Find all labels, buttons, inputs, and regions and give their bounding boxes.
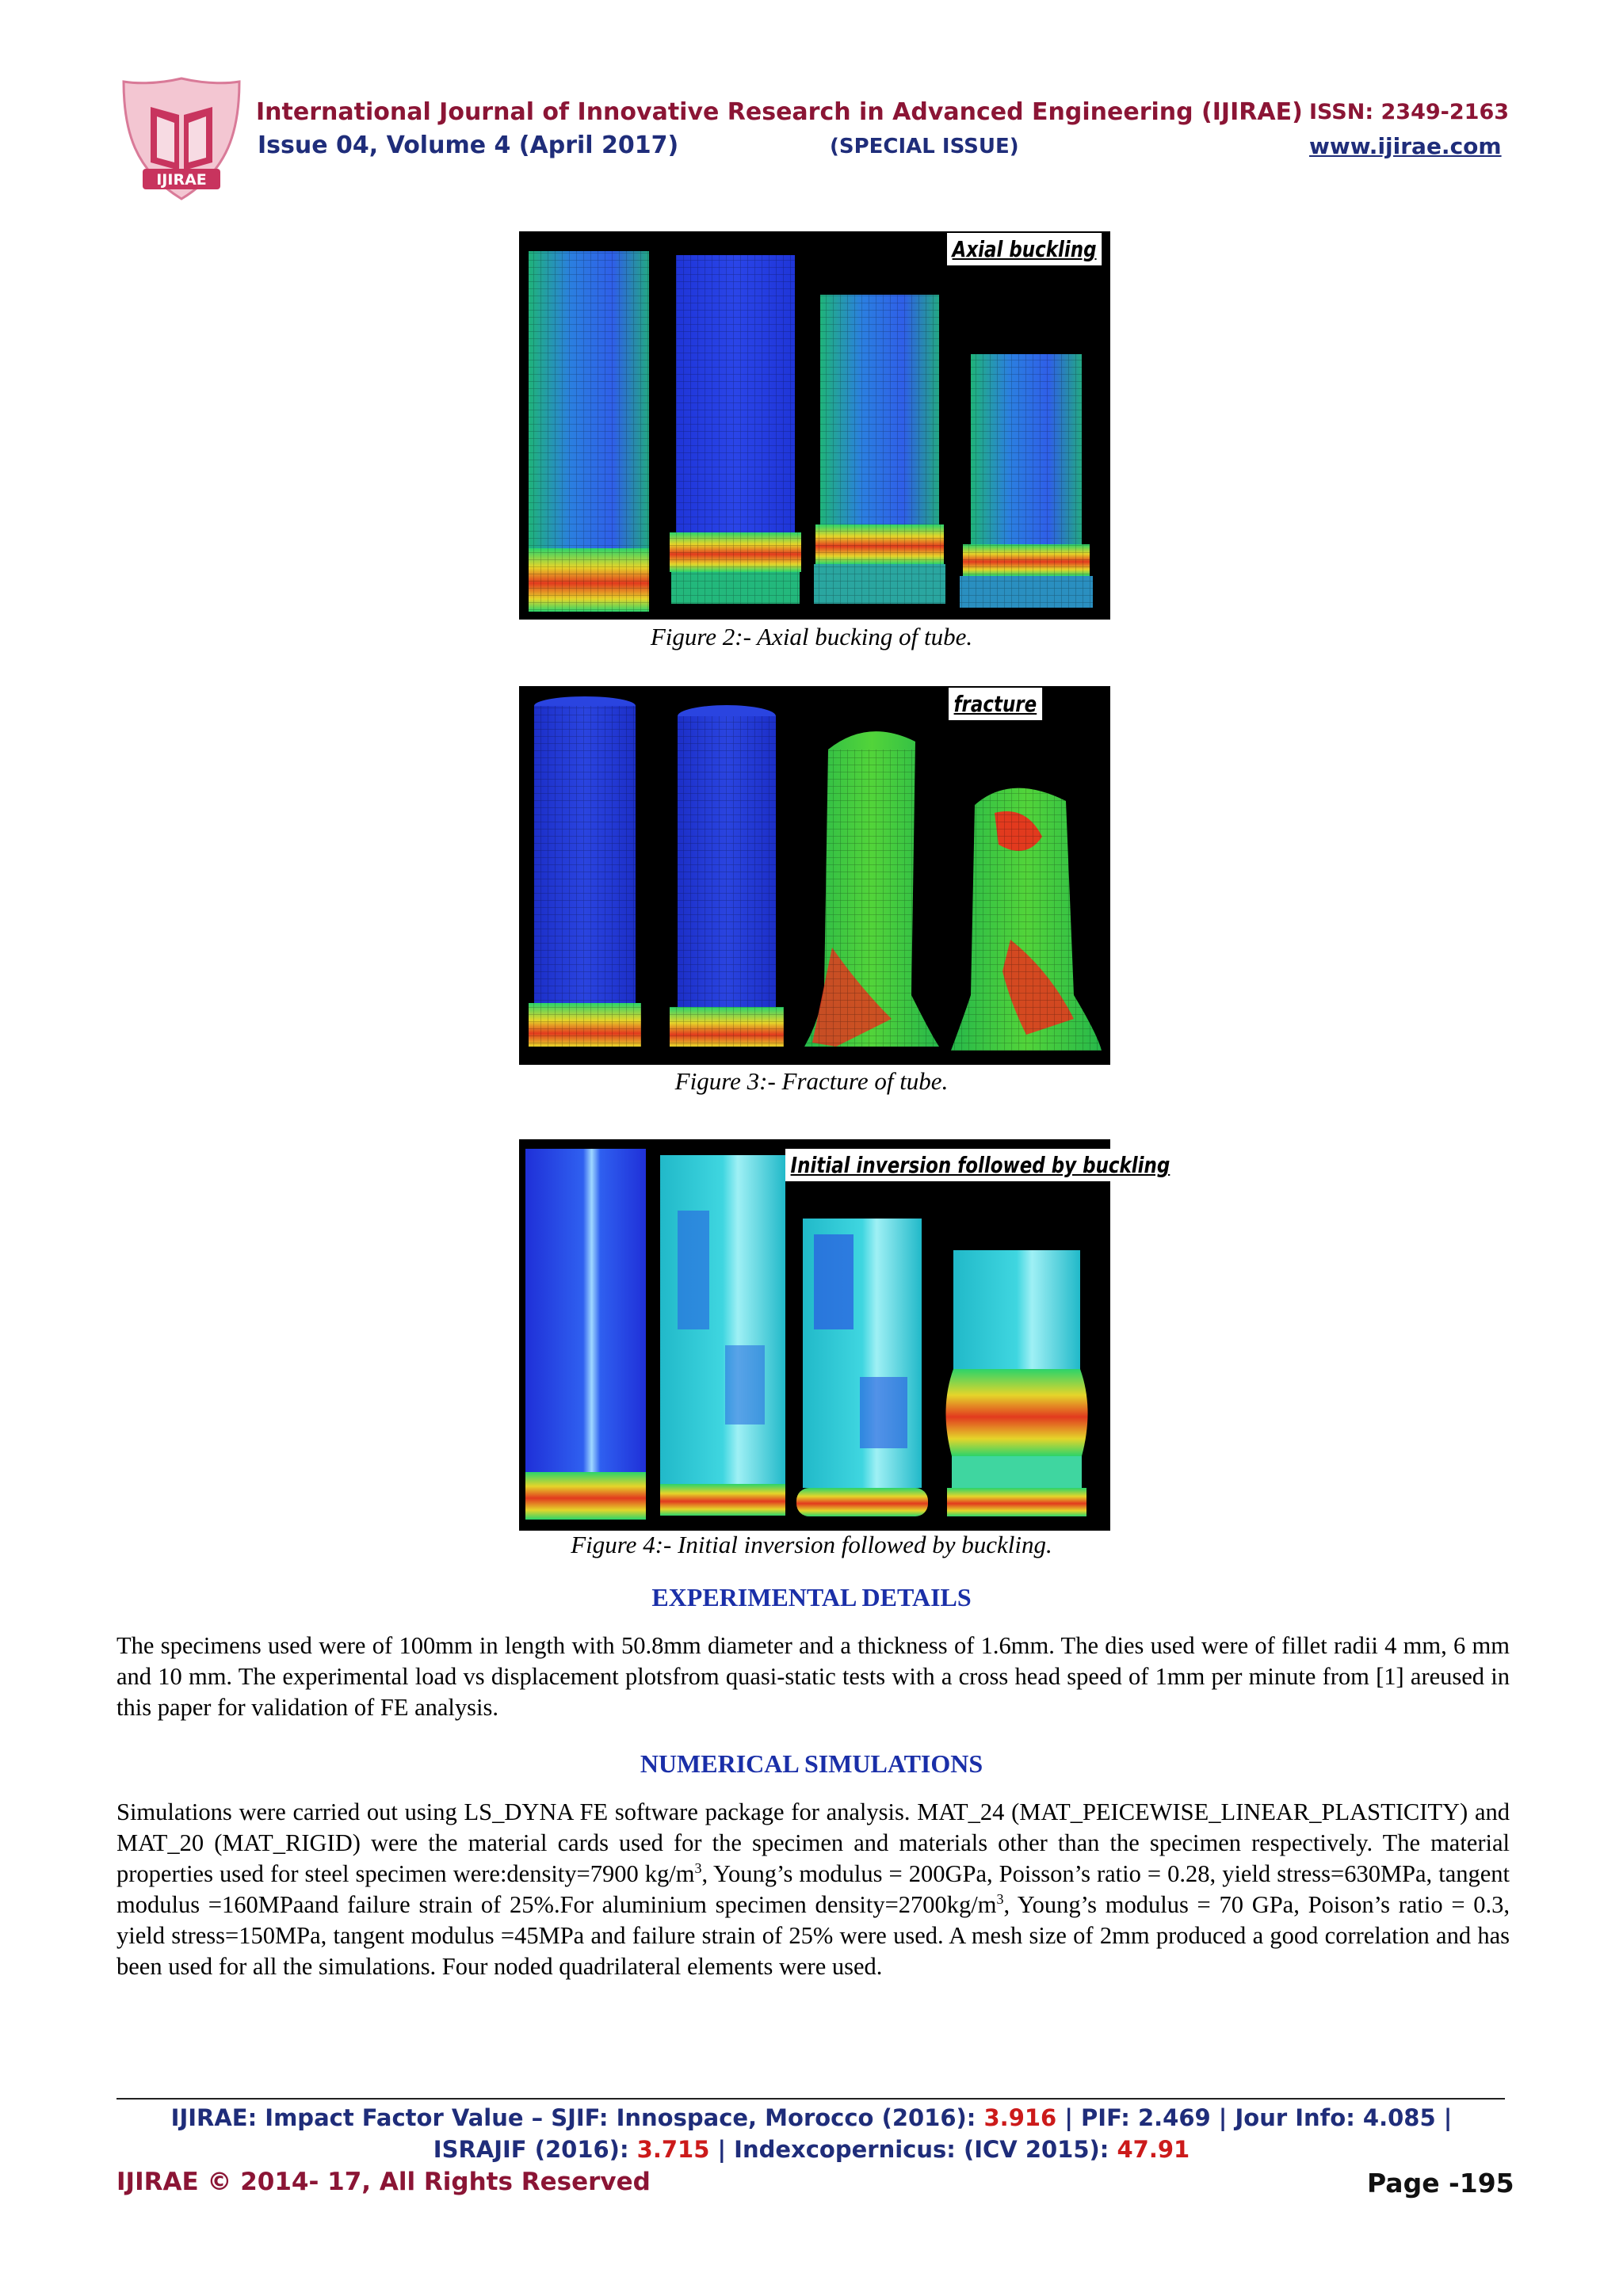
issn: ISSN: 2349-2163 <box>1309 100 1510 124</box>
footer-divider <box>116 2098 1505 2100</box>
footer-impact-line: IJIRAE: Impact Factor Value – SJIF: Innospace, Morocco (2016): 3.916 | PIF: 2.469 | Jour Info: 4.085 | <box>170 2104 1453 2131</box>
page-number: Page -195 <box>1367 2168 1514 2199</box>
logo-text: IJIRAE <box>156 171 207 189</box>
figure-fracture <box>519 686 1110 1065</box>
figure-caption: Figure 2:- Axial bucking of tube. <box>650 623 973 650</box>
numerical-paragraph: Simulations were carried out using LS_DYNA FE software package for analysis. MAT_24 (MAT_PEICEWISE_LINEAR_PLASTICITY) and MAT_20 (MAT_RIGID) were the material cards used for the specimen and materials other than the specimen respectively. The material properties used for steel specimen were:density=7900 $kg/m^3$, Young’s modulus = 200GPa, Poisson’s ratio = 0.28, yield stress=630MPa, tangent modulus =160MPaand failure strain of 25%.For aluminium specimen $density=2700kg/m^3$, Young’s modulus = 70 GPa, Poison’s ratio = 0.3, yield stress=150MPa, tangent modulus =45MPa and failure strain of 25% were used. A mesh size of 2mm produced a good correlation and has been used for all the simulations. Four noded quadrilateral elements were used. <box>116 1798 1510 1980</box>
figure-caption: Figure 4:- Initial inversion followed by buckling. <box>571 1531 1052 1558</box>
figure-label: Axial buckling <box>947 233 1102 265</box>
figure-caption: Figure 3:- Fracture of tube. <box>674 1067 949 1095</box>
figure-label: Initial inversion followed by buckling <box>785 1149 1175 1181</box>
experimental-paragraph: The specimens used were of 100mm in length with 50.8mm diameter and a thickness of 1.6mm. The dies used were of fillet radii 4 mm, 6 mm and 10 mm. The experimental load vs displacement plotsfrom quasi-static tests with a cross head speed of 1mm per minute from [1] areused in this paper for validation of FE analysis. <box>116 1632 1510 1721</box>
journal-logo <box>119 75 244 202</box>
section-heading-numerical: NUMERICAL SIMULATIONS <box>640 1749 983 1778</box>
section-heading-experimental: EXPERIMENTAL DETAILS <box>651 1583 972 1611</box>
journal-website-link[interactable]: www.ijirae.com <box>1309 133 1502 159</box>
issue-info: Issue 04, Volume 4 (April 2017) <box>258 132 679 159</box>
figure-axial-buckling <box>519 231 1110 620</box>
footer-index-line: ISRAJIF (2016): 3.715 | Indexcopernicus: (ICV 2015): 47.91 <box>433 2136 1190 2163</box>
figure-label: fracture <box>949 688 1042 720</box>
figure-inversion-buckling <box>519 1139 1170 1531</box>
special-issue-label: (SPECIAL ISSUE) <box>830 135 1019 158</box>
copyright: IJIRAE © 2014- 17, All Rights Reserved <box>116 2168 651 2196</box>
journal-title: International Journal of Innovative Research in Advanced Engineering (IJIRAE) <box>256 98 1303 126</box>
